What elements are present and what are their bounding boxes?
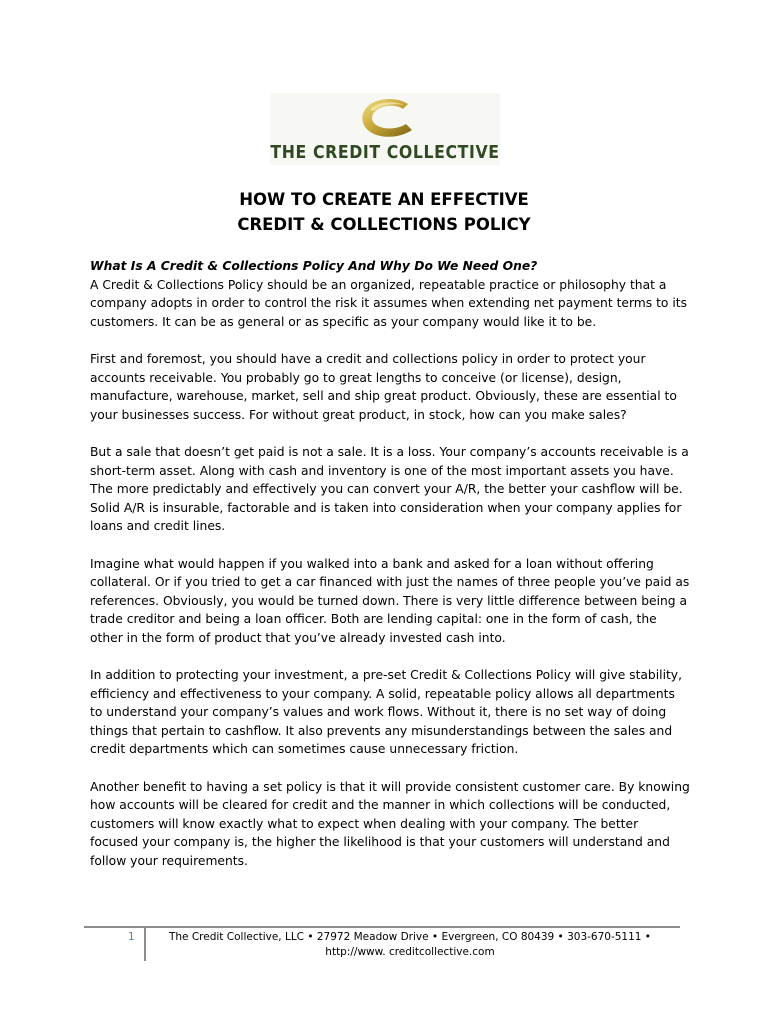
c-logo-icon <box>356 96 416 144</box>
footer-vertical-divider <box>144 928 146 961</box>
footer-address <box>150 930 670 960</box>
logo-text: THE CREDIT COLLECTIVE <box>270 143 500 163</box>
title-line-1: HOW TO CREATE AN EFFECTIVE <box>239 190 529 209</box>
section-question: What Is A Credit & Collections Policy And Why Do We Need One? <box>90 259 538 273</box>
paragraph-3: But a sale that doesn’t get paid is not a sale. It is a loss. Your company’s accounts receivable is a short-term asset. Along with cash and inventory is one of the most important assets you have. The more predictably and effectively you can convert your A/R, the better your cashflow will be. Solid A/R is insurable, factorable and is taken into consideration when your company applies for loans and credit lines. <box>90 444 689 534</box>
document-body <box>90 257 690 889</box>
page-number: 1 <box>128 931 135 943</box>
company-logo <box>270 93 500 165</box>
footer-line-1: The Credit Collective, LLC • 27972 Meadow Drive • Evergreen, CO 80439 • 303-670-5111 • <box>168 931 651 943</box>
paragraph-6: Another benefit to having a set policy is that it will provide consistent customer care. By knowing how accounts will be cleared for credit and the manner in which collections will be conducted, customers will know exactly what to expect when dealing with your company. The better focused your company is, the higher the likelihood is that your customers will understand and follow your requirements. <box>90 779 690 868</box>
paragraph-text: A Credit & Collections Policy should be an organized, repeatable practice or philosophy that a company adopts in order to control the risk it assumes when extending net payment terms to its customers. It can be as general or as specific as your company would like it to be. <box>90 277 687 329</box>
paragraph-4: Imagine what would happen if you walked into a bank and asked for a loan without offering collateral. Or if you tried to get a car financed with just the names of three people you’ve paid as references. Obviously, you would be turned down. There is very little difference between being a trade creditor and being a loan officer. Both are lending capital: one in the form of cash, the other in the form of product that you’ve already invested cash into. <box>90 556 690 645</box>
paragraph-1 <box>90 257 690 331</box>
footer-website-link[interactable]: http://www. creditcollective.com <box>325 946 495 958</box>
title-line-2: CREDIT & COLLECTIONS POLICY <box>237 215 531 234</box>
paragraph-5: In addition to protecting your investment, a pre-set Credit & Collections Policy will give stability, efficiency and effectiveness to your company. A solid, repeatable policy allows all departments to understand your company’s values and work flows. Without it, there is no set way of doing things that pertain to cashflow. It also prevents any misunderstandings between the sales and credit departments which can sometimes cause unnecessary friction. <box>90 668 682 757</box>
footer-divider <box>84 926 680 928</box>
paragraph-2: First and foremost, you should have a credit and collections policy in order to protect your accounts receivable. You probably go to great lengths to conceive (or license), design, manufacture, warehouse, market, sell and ship great product. Obviously, these are essential to your businesses success. For without great product, in stock, how can you make sales? <box>90 351 677 422</box>
